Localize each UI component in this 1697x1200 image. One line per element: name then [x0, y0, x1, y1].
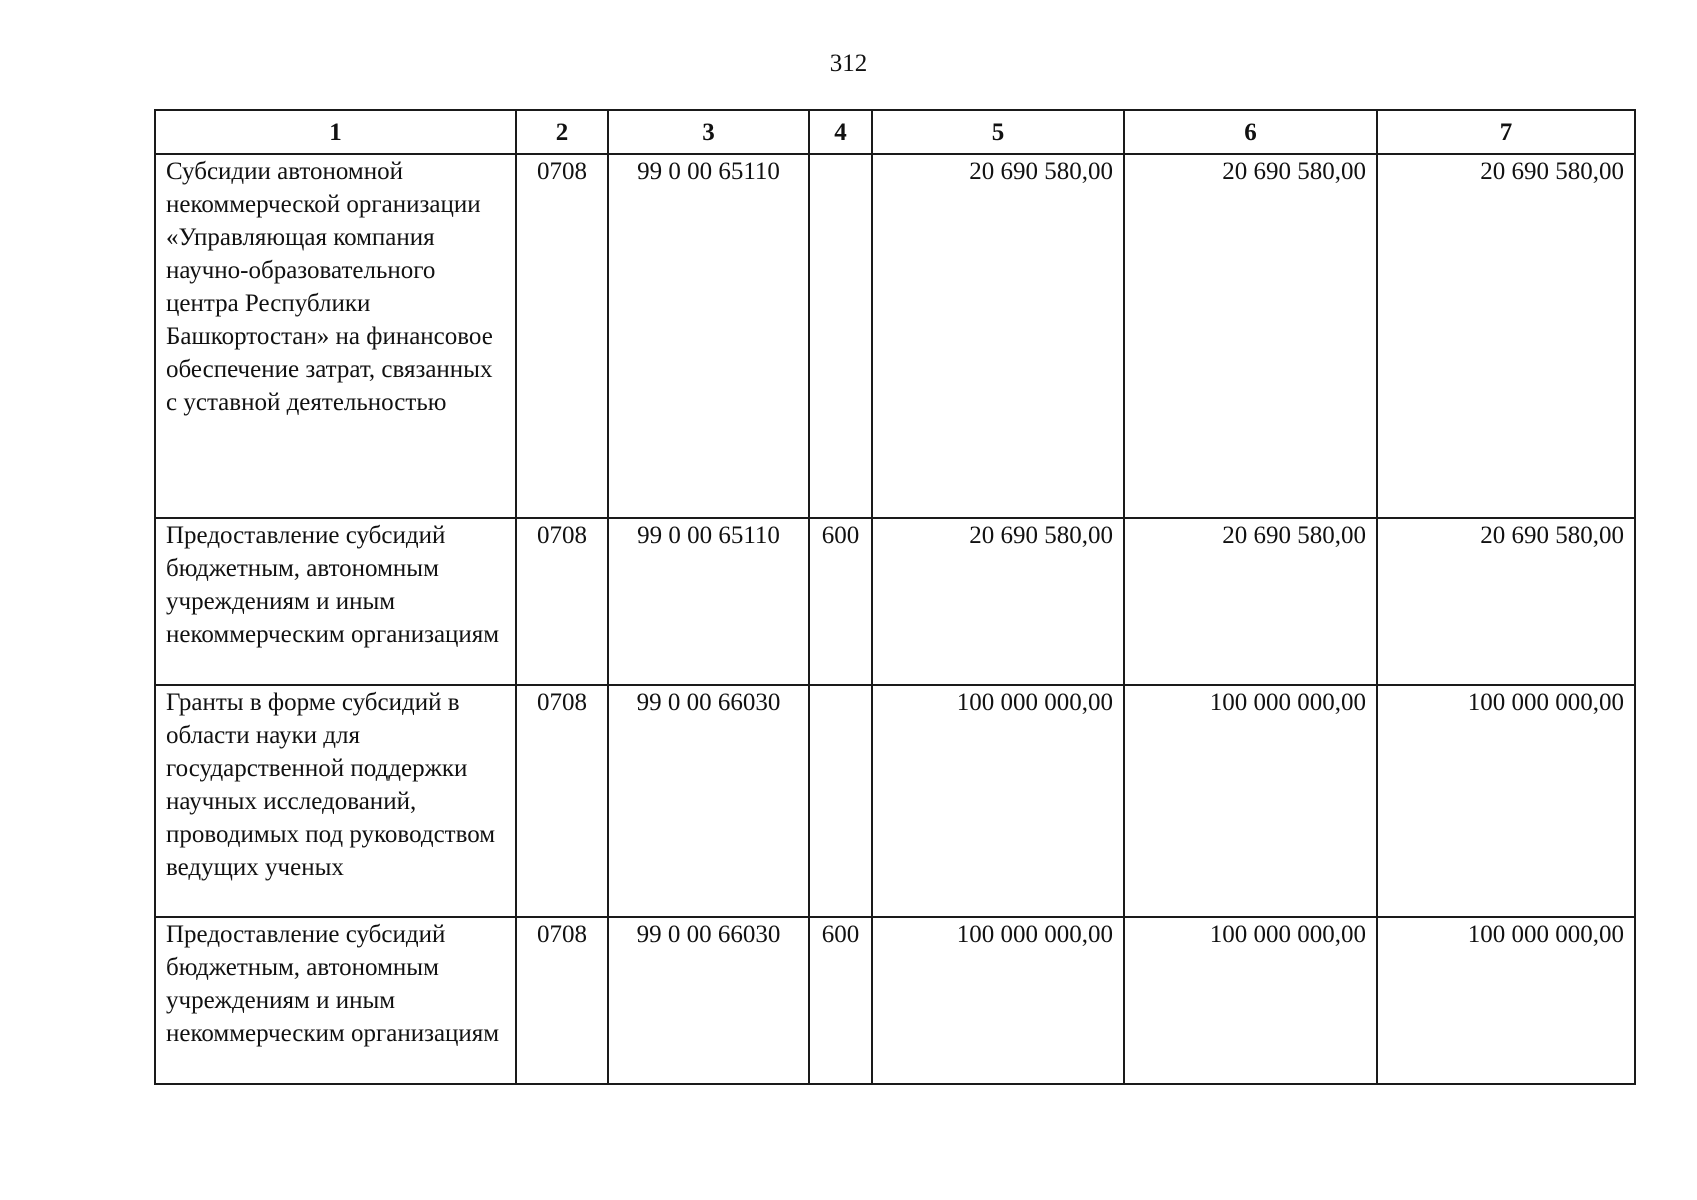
- row-amount-3: 100 000 000,00: [1377, 685, 1635, 917]
- row-target-code: 99 0 00 66030: [608, 685, 809, 917]
- row-target-code: 99 0 00 65110: [608, 154, 809, 518]
- header-col-2: 2: [516, 110, 608, 154]
- table-row: [155, 685, 1635, 917]
- row-section-code: 0708: [516, 154, 608, 518]
- table-header-row: [155, 110, 1635, 154]
- budget-table: [154, 109, 1636, 1085]
- row-amount-2: 100 000 000,00: [1124, 685, 1377, 917]
- table-row: [155, 518, 1635, 685]
- row-section-code: 0708: [516, 917, 608, 1084]
- row-target-code: 99 0 00 66030: [608, 917, 809, 1084]
- page-number: 312: [829, 50, 868, 77]
- header-col-4: 4: [809, 110, 872, 154]
- row-target-code: 99 0 00 65110: [608, 518, 809, 685]
- row-type-code: [809, 154, 872, 518]
- header-col-6: 6: [1124, 110, 1377, 154]
- header-col-1: 1: [155, 110, 516, 154]
- row-section-code: 0708: [516, 518, 608, 685]
- row-amount-1: 20 690 580,00: [872, 518, 1124, 685]
- row-name: Субсидии автономной некоммерческой организации «Управляющая компания научно-образовательного центра Республики Башкортостан» на финансовое обеспечение затрат, связанных с уставной деятельностью: [155, 154, 516, 518]
- table-row: [155, 154, 1635, 518]
- row-amount-1: 100 000 000,00: [872, 685, 1124, 917]
- row-amount-2: 20 690 580,00: [1124, 518, 1377, 685]
- header-col-3: 3: [608, 110, 809, 154]
- row-section-code: 0708: [516, 685, 608, 917]
- row-amount-3: 100 000 000,00: [1377, 917, 1635, 1084]
- row-amount-2: 20 690 580,00: [1124, 154, 1377, 518]
- row-amount-1: 100 000 000,00: [872, 917, 1124, 1084]
- row-type-code: [809, 685, 872, 917]
- row-amount-3: 20 690 580,00: [1377, 518, 1635, 685]
- row-amount-3: 20 690 580,00: [1377, 154, 1635, 518]
- row-type-code: 600: [809, 917, 872, 1084]
- row-amount-1: 20 690 580,00: [872, 154, 1124, 518]
- row-name: Гранты в форме субсидий в области науки для государственной поддержки научных исследований, проводимых под руководством ведущих ученых: [155, 685, 516, 917]
- table-row: [155, 917, 1635, 1084]
- row-name: Предоставление субсидий бюджетным, автономным учреждениям и иным некоммерческим организациям: [155, 917, 516, 1084]
- header-col-7: 7: [1377, 110, 1635, 154]
- row-type-code: 600: [809, 518, 872, 685]
- row-name: Предоставление субсидий бюджетным, автономным учреждениям и иным некоммерческим организациям: [155, 518, 516, 685]
- header-col-5: 5: [872, 110, 1124, 154]
- row-amount-2: 100 000 000,00: [1124, 917, 1377, 1084]
